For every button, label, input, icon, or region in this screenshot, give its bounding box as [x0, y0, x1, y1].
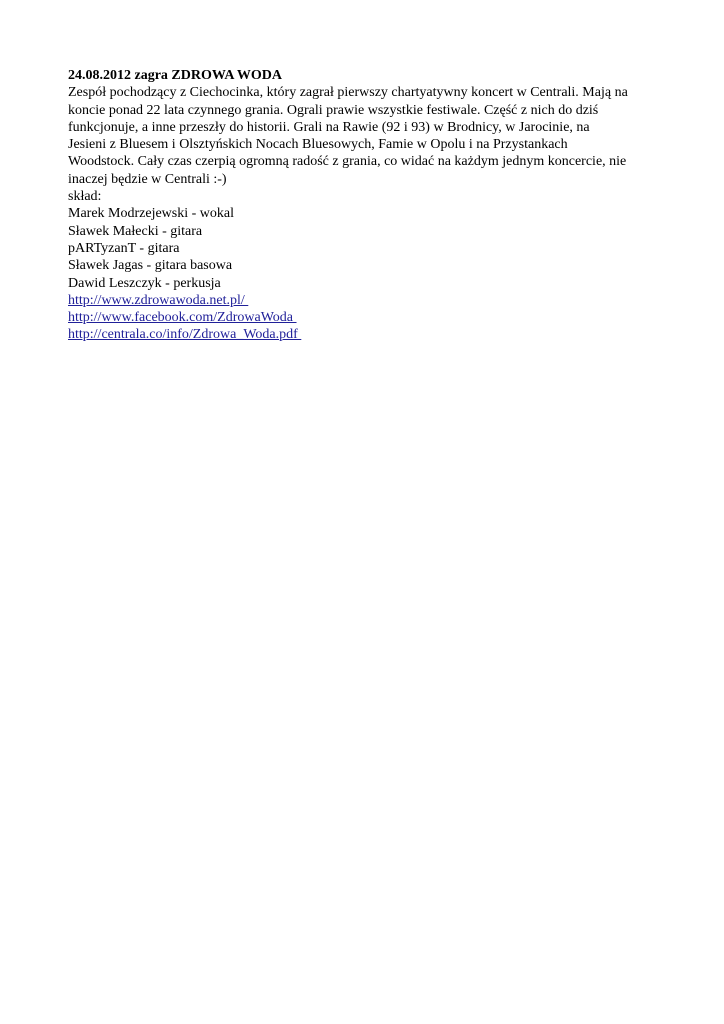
lineup-label: skład: [68, 189, 102, 205]
lineup-member: Sławek Jagas - gitara basowa [68, 258, 233, 274]
paragraph-line: funkcjonuje, a inne przeszły do historii. Grali na Rawie (92 i 93) w Brodnicy, w Jarocinie, na [68, 119, 590, 135]
lineup-member: Marek Modrzejewski - wokal [68, 206, 235, 222]
paragraph-line: Jesieni z Bluesem i Olsztyńskich Nocach Bluesowych, Famie w Opolu i na Przystankach [68, 137, 568, 153]
article-paragraph [68, 84, 658, 188]
lineup-list [68, 205, 658, 291]
link-facebook[interactable]: http://www.facebook.com/ZdrowaWoda [68, 310, 297, 326]
lineup-member: pARTyzanT - gitara [68, 240, 180, 256]
link-centrala-pdf[interactable]: http://centrala.co/info/Zdrowa_Woda.pdf [68, 327, 302, 343]
lineup-member: Sławek Małecki - gitara [68, 223, 203, 239]
link-list [68, 292, 658, 344]
paragraph-line: koncie ponad 22 lata czynnego grania. Ograli prawie wszystkie festiwale. Część z nich do dziś [68, 102, 599, 118]
link-zdrowawoda-site[interactable]: http://www.zdrowawoda.net.pl/ [68, 292, 249, 308]
paragraph-line: inaczej będzie w Centrali :-) [68, 171, 227, 187]
paragraph-line: Zespół pochodzący z Ciechocinka, który zagrał pierwszy chartyatywny koncert w Centrali. Mają na [68, 85, 628, 101]
paragraph-line: Woodstock. Cały czas czerpią ogromną radość z grania, co widać na każdym jednym koncercie, nie [68, 154, 627, 170]
lineup-member: Dawid Leszczyk - perkusja [68, 275, 221, 291]
article-title: 24.08.2012 zagra ZDROWA WODA [68, 68, 283, 83]
